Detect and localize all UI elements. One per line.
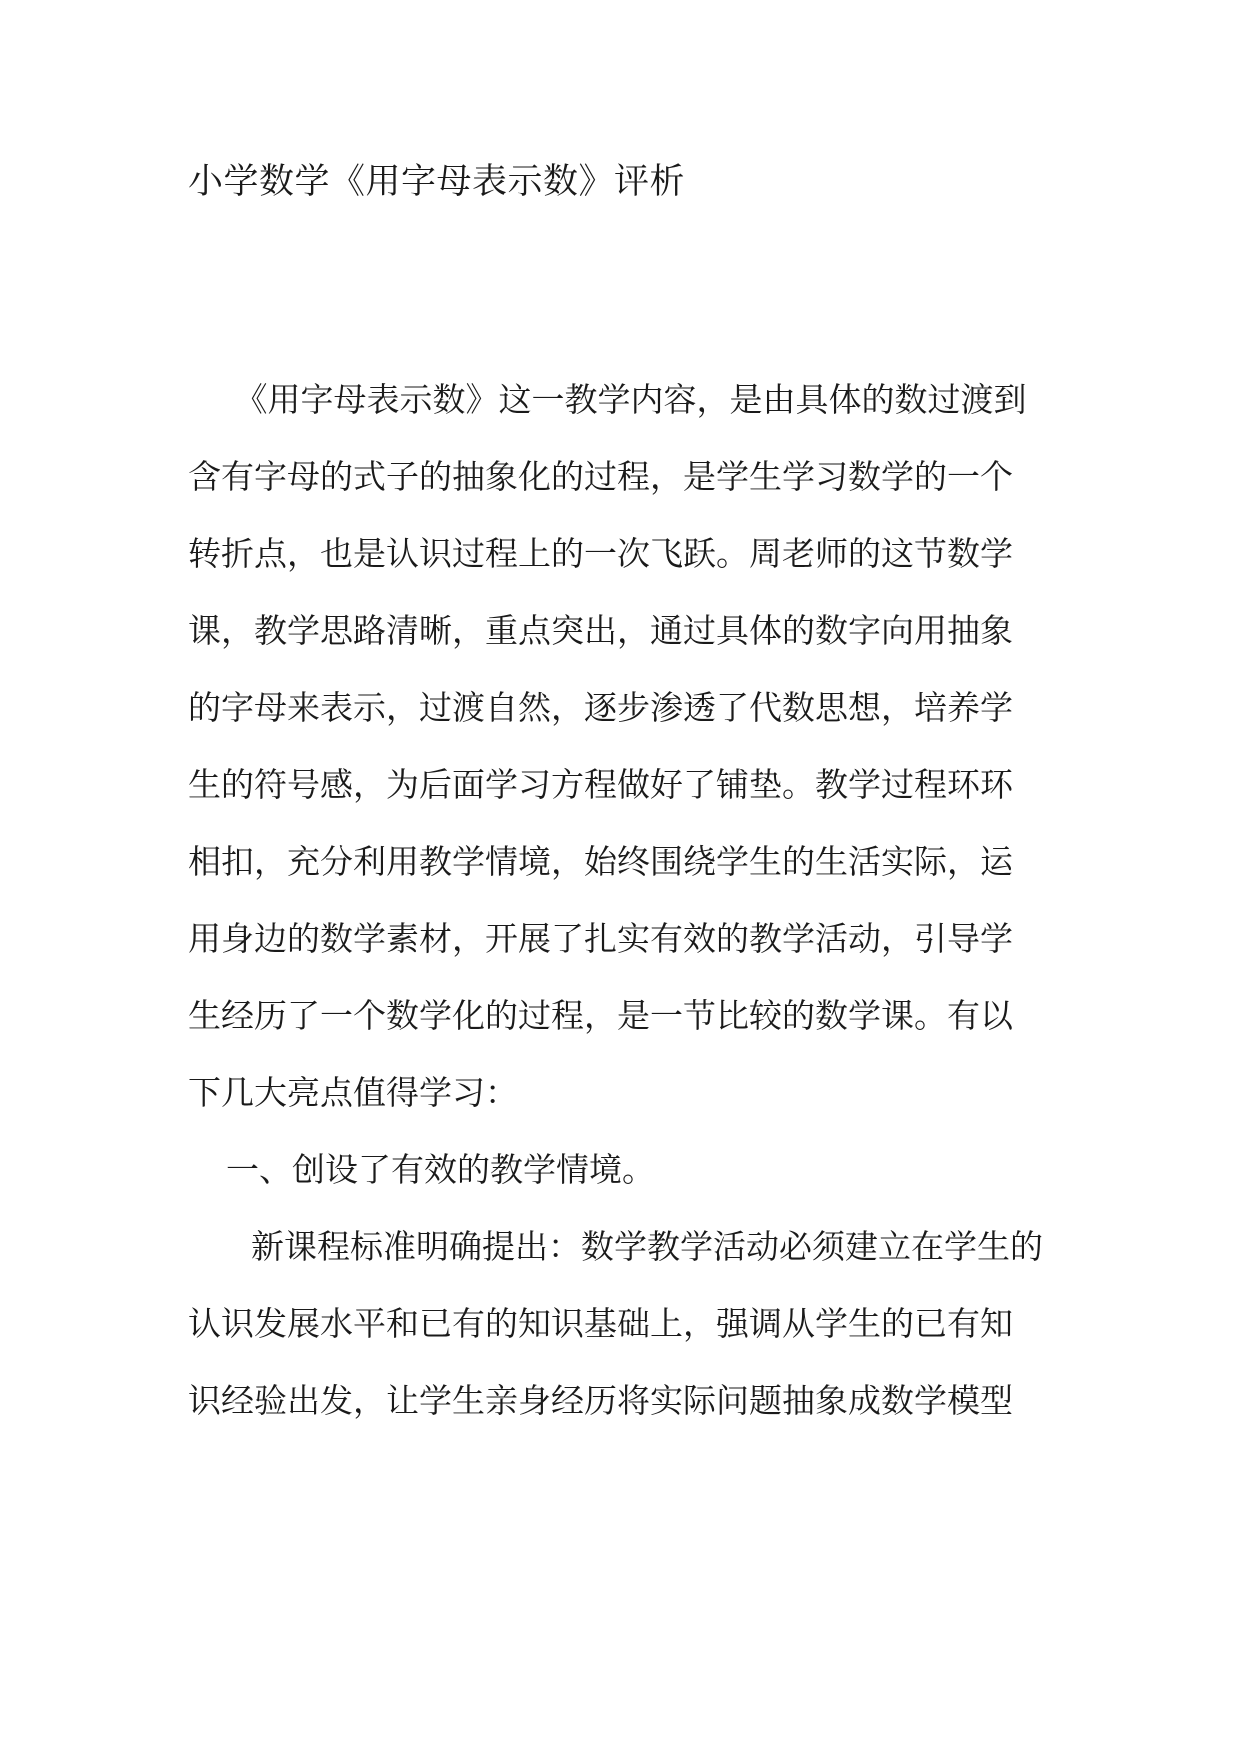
paragraph-line-12: 认识发展水平和已有的知识基础上，强调从学生的已有知 [188, 1304, 1013, 1343]
paragraph-line-11: 新课程标准明确提出：数学教学活动必须建立在学生的 [218, 1227, 1043, 1266]
paragraph-line-9: 生经历了一个数学化的过程，是一节比较的数学课。有以 [188, 996, 1013, 1035]
document-title: 小学数学《用字母表示数》评析 [188, 162, 686, 202]
paragraph-line-8: 用身边的数学素材，开展了扎实有效的教学活动，引导学 [188, 919, 1013, 958]
paragraph-line-1: 《用字母表示数》这一教学内容，是由具体的数过渡到 [218, 380, 1027, 419]
paragraph-line-6: 生的符号感，为后面学习方程做好了铺垫。教学过程环环 [188, 765, 1013, 804]
paragraph-line-4: 课，教学思路清晰，重点突出，通过具体的数字向用抽象 [188, 611, 1013, 650]
paragraph-line-7: 相扣，充分利用教学情境，始终围绕学生的生活实际，运 [188, 842, 1013, 881]
paragraph-line-3: 转折点，也是认识过程上的一次飞跃。周老师的这节数学 [188, 534, 1013, 573]
section-heading-1: 一、创设了有效的教学情境。 [226, 1150, 655, 1189]
paragraph-line-13: 识经验出发，让学生亲身经历将实际问题抽象成数学模型 [188, 1381, 1013, 1420]
paragraph-line-2: 含有字母的式子的抽象化的过程，是学生学习数学的一个 [188, 457, 1013, 496]
paragraph-line-5: 的字母来表示，过渡自然，逐步渗透了代数思想，培养学 [188, 688, 1013, 727]
paragraph-line-10: 下几大亮点值得学习： [188, 1073, 518, 1112]
